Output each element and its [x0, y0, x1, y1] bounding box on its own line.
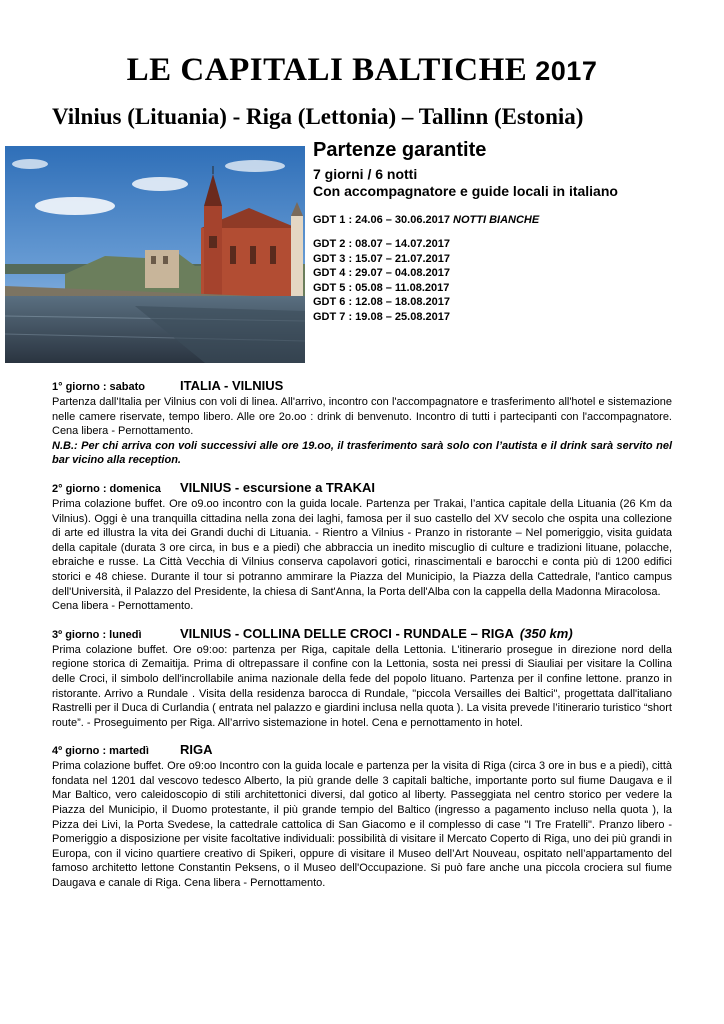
day-description-end: Cena libera - Pernottamento.	[52, 600, 194, 613]
vilnius-photo	[5, 146, 305, 363]
day-number: 3º giorno : lunedì	[52, 628, 142, 641]
day-title: VILNIUS - escursione a TRAKAI	[180, 479, 376, 495]
info-duration: 7 giorni / 6 notti	[313, 166, 418, 182]
title-year: 2017	[535, 56, 598, 86]
day-heading	[52, 480, 672, 497]
gdt1-note: NOTTI BIANCHE	[453, 214, 540, 226]
departure-item: GDT 3 : 15.07 – 21.07.2017	[313, 252, 450, 265]
itinerary-day-2	[52, 480, 672, 614]
page-title	[0, 52, 724, 89]
departure-item: GDT 6 : 12.08 – 18.08.2017	[313, 296, 450, 308]
church-photo-image	[5, 146, 305, 363]
info-guides: Con accompagnatore e guide locali in italiano	[313, 183, 618, 199]
day-heading	[52, 742, 672, 759]
departure-list	[313, 237, 618, 324]
itinerary-day-4	[52, 742, 672, 890]
day-number: 1° giorno : sabato	[52, 381, 146, 393]
departure-item: GDT 4 : 29.07 – 04.08.2017	[313, 267, 450, 279]
departure-info	[313, 137, 618, 324]
page-subtitle: Vilnius (Lituania) - Riga (Lettonia) – Tallinn (Estonia)	[52, 104, 584, 129]
gdt1-dates: GDT 1 : 24.06 – 30.06.2017	[313, 214, 450, 226]
day-number: 4º giorno : martedì	[52, 745, 149, 758]
title-text: LE CAPITALI BALTICHE	[126, 52, 528, 88]
info-heading: Partenze garantite	[313, 139, 487, 161]
itinerary-day-1	[52, 378, 672, 468]
departure-gdt1	[313, 213, 618, 227]
departure-item: GDT 2 : 08.07 – 14.07.2017	[313, 238, 450, 250]
itinerary	[52, 378, 672, 903]
day-description: Prima colazione buffet. Ore o9.oo incontro con la guida locale. Partenza per Trakai, l’antica capitale della Lituania (26 Km da Vilnius). Oggi è una tranquilla cittadina nella zona dei laghi, famosa per il suo castello del XV secolo che ospita una collezione di arte ed illustra la vita dei Grandi duchi di Lituania. - Rientro a Vilnius - Pranzo in ristorante – Nel pomeriggio, visita guidata della capitale (durata 3 ore circa, in bus e a piedi) che abbraccia un inedito miscuglio di culture e tradizioni lituane, polacche, ebraiche e russe. La Città Vecchia di Vilnius conserva capolavori gotici, rinascimentali e barocchi e conta più di 1200 edifici storici e 48 chiese. Durante il tour si potranno ammirare la Piazza del Municipio, la Piazza della Cattedrale, l'antico campus dell'Università, il Palazzo del Presidente, la chiesa di Sant'Anna, la Porta dell'Alba con la cappella della Madonna Miracolosa.	[52, 497, 672, 598]
itinerary-day-3	[52, 626, 672, 731]
day-title: VILNIUS - COLLINA DELLE CROCI - RUNDALE – RIGA	[180, 625, 514, 641]
day-number: 2° giorno : domenica	[52, 482, 161, 495]
day-title: ITALIA - VILNIUS	[180, 378, 284, 393]
day-title: RIGA	[180, 742, 213, 758]
day-note: N.B.: Per chi arriva con voli successivi alle ore 19.oo, il trasferimento sarà solo con l’autista e il drink sarà servito nel bar vicino alla reception.	[52, 439, 672, 467]
day-heading	[52, 626, 672, 643]
day-distance: (350 km)	[519, 625, 573, 641]
day-description: Prima colazione buffet. Ore o9:oo Incontro con la guida locale e partenza per la visita di Riga (circa 3 ore in bus e a piedi), città fondata nel 1201 dal vescovo tedesco Alberto, la più grande delle 3 capitali baltiche, importante porto sul fiume Daugava e il Mar Baltico, vero caleidoscopio di stili architettonici diversi, dal gotico al liberty. Passeggiata nel centro storico per vedere la Piazza del Municipio, il Duomo protestante, il più grande tempio del Baltico (ingresso a pagamento incluso nella quota ), la Pizza dei Livi, la Porta Svedese, la cattedrale cattolica di San Giacomo e il complesso di case "I Tre Fratelli". Pranzo libero - Pomeriggio a disposizione per visite facoltative individuali: possibilità di visitare il Mercato Coperto di Riga, uno dei più grandi in Europa, con il vicino quartiere creativo di Spikeri, oppure di visitare il Museo dell’Art Nouveau, ospitato nell’appartamento del famoso architetto lettone Constantin Peksens, o il Museo dell'Occupazione. Si può fare anche una piccola crociera sul fiume Daugava e canale di Riga. Cena libera - Pernottamento.	[52, 760, 672, 890]
day-description: Partenza dall'Italia per Vilnius con voli di linea. All'arrivo, incontro con l'accompagnatore e trasferimento all'hotel e sistemazione nelle camere riservate, tempo libero. Alle ore 2o.oo : drink di benvenuto. Incontro di tutti i partecipanti con l'accompagnatore. Cena libera - Pernottamento.	[52, 396, 672, 438]
day-heading	[52, 378, 672, 395]
departure-item: GDT 7 : 19.08 – 25.08.2017	[313, 310, 450, 323]
day-description: Prima colazione buffet. Ore o9:oo: partenza per Riga, capitale della Lettonia. L'itinerario prosegue in direzione nord della regione storica di Zemaitija. Prima di oltrepassare il confine con la Lettonia, sosta nei pressi di Siauliai per visitare la Collina delle Croci, il simbolo dell'incrollabile anima nazionale della fede del popolo lituano. Partenza per il confine lettone. pranzo in ristorante. Arrivo a Rundale . Visita della residenza barocca di Rundale, "piccola Versailles dei Baltici", progettata dall'italiano Rastrelli per il Duca di Curlandia ( entrata nel palazzo e giardini inclusa nella quota ). La visita prevede l’itinerario turistico “short route”. - Proseguimento per Riga. All’arrivo sistemazione in hotel. Cena e pernottamento in hotel.	[52, 643, 672, 729]
departure-item: GDT 5 : 05.08 – 11.08.2017	[313, 281, 450, 294]
